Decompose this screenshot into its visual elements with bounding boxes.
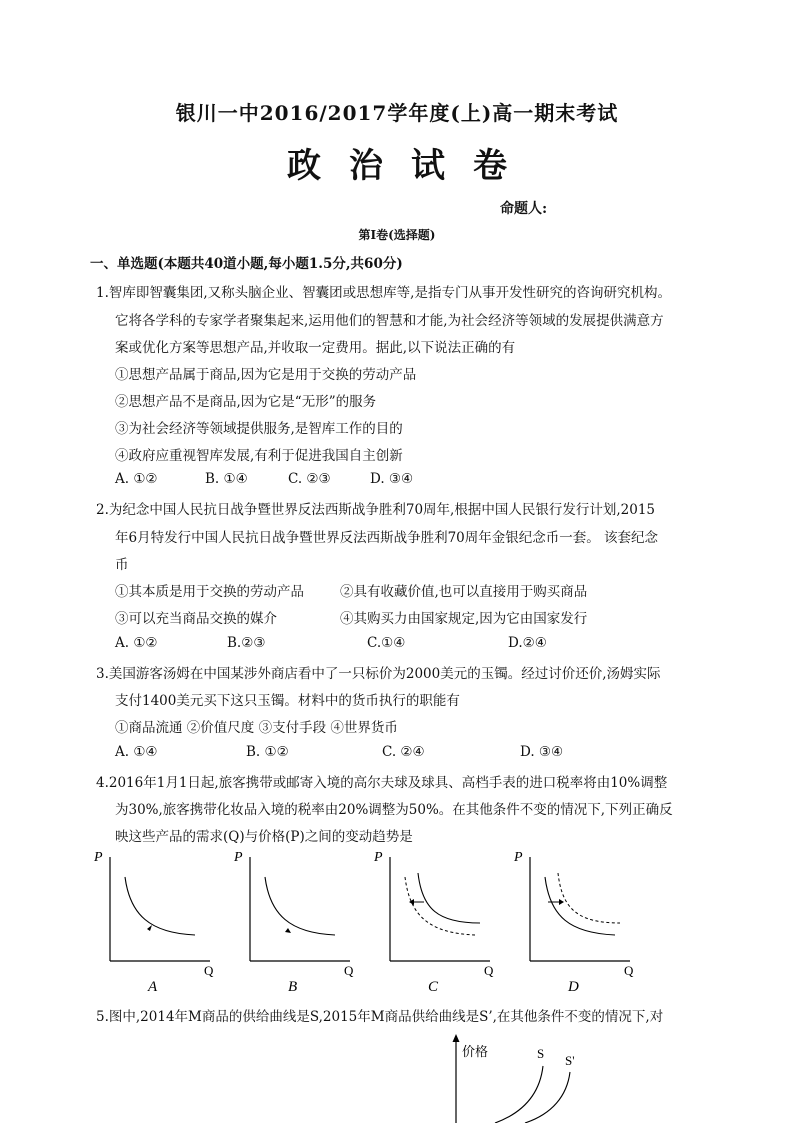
graph-a-arrow (147, 925, 152, 931)
q1-statement-1: ①思想产品属于商品,因为它是用于交换的劳动产品 (115, 367, 417, 383)
q5-s2-label: S' (565, 1053, 575, 1068)
graph-d-q-label: Q (624, 963, 634, 978)
q2-option-a: A. ①② (115, 635, 158, 651)
q3-statements: ①商品流通 ②价值尺度 ③支付手段 ④世界货币 (115, 720, 398, 736)
q2-option-b: B.②③ (227, 635, 266, 651)
graph-c-curve-dashed (405, 877, 475, 935)
q2-statement-4: ④其购买力由国家规定,因为它由国家发行 (340, 611, 588, 627)
graph-a (93, 850, 214, 995)
graph-a-letter: A (148, 979, 158, 995)
q3-option-c: C. ②④ (382, 744, 425, 760)
q3-line1: 3.美国游客汤姆在中国某涉外商店看中了一只标价为2000美元的玉镯。经过讨价还价,汤姆实际 (96, 666, 661, 682)
graph-d-curve-dashed (558, 873, 620, 923)
q1-line1: 1.智库即智囊集团,又称头脑企业、智囊团或思想库等,是指专门从事开发性研究的咨询研究机构。 (96, 285, 671, 301)
graph-c (373, 850, 494, 995)
q3-option-b: B. ①② (246, 744, 289, 760)
q2-statement-2: ②具有收藏价值,也可以直接用于购买商品 (340, 584, 588, 600)
graph-b-p-label: P (234, 850, 243, 865)
q1-line2: 它将各学科的专家学者聚集起来,运用他们的智慧和才能,为社会经济等领域的发展提供满意方 (115, 313, 664, 329)
graph-d (513, 850, 634, 995)
q4-line2: 为30%,旅客携带化妆品入境的税率由20%调整为50%。在其他条件不变的情况下,下列正确反 (115, 802, 673, 818)
q4-graphs (90, 845, 650, 995)
graph-a-p-label: P (94, 850, 103, 865)
q1-statement-2: ②思想产品不是商品,因为它是“无形”的服务 (115, 394, 377, 410)
graph-b (233, 850, 354, 995)
q2-option-c: C.①④ (367, 635, 406, 651)
graph-c-p-label: P (374, 850, 383, 865)
q5-price-label: 价格 (462, 1044, 489, 1059)
author-label: 命题人: (500, 201, 548, 217)
graph-a-curve (125, 877, 195, 935)
graph-b-letter: B (288, 979, 298, 995)
graph-c-curve-solid (418, 873, 480, 923)
graph-c-q-label: Q (484, 963, 494, 978)
q2-statement-3: ③可以充当商品交换的媒介 (115, 611, 277, 627)
q5-s-label: S (537, 1046, 545, 1061)
subject-title: 政治试卷 (287, 146, 535, 186)
q1-option-b: B. ①④ (205, 471, 248, 487)
q4-line3: 映这些产品的需求(Q)与价格(P)之间的变动趋势是 (115, 829, 413, 845)
q1-statement-4: ④政府应重视智库发展,有利于促进我国自主创新 (115, 448, 403, 464)
section-heading: 一、单选题(本题共40道小题,每小题1.5分,共60分) (90, 256, 403, 272)
q4-line1: 4.2016年1月1日起,旅客携带或邮寄入境的高尔夫球及球具、高档手表的进口税率将由10%调整 (96, 775, 668, 791)
graph-b-curve (265, 877, 335, 935)
q1-option-c: C. ②③ (288, 471, 331, 487)
graph-d-letter: D (568, 979, 579, 995)
q1-statement-3: ③为社会经济等领域提供服务,是智库工作的目的 (115, 421, 403, 437)
q5-axis-arrow (453, 1034, 460, 1042)
q3-option-a: A. ①④ (115, 744, 158, 760)
graph-d-curve-solid (545, 877, 615, 935)
q2-line3: 币 (115, 557, 129, 573)
graph-b-arrow (285, 928, 291, 933)
q2-line2: 年6月特发行中国人民抗日战争暨世界反法西斯战争胜利70周年金银纪念币一套。 该套纪念 (115, 530, 659, 546)
q5-line1: 5.图中,2014年M商品的供给曲线是S,2015年M商品供给曲线是S’,在其他条件不变的情况下,对 (96, 1009, 664, 1025)
q1-option-d: D. ③④ (370, 471, 414, 487)
q3-option-d: D. ③④ (520, 744, 564, 760)
q1-option-a: A. ①② (115, 471, 158, 487)
exam-title: 银川一中2016/2017学年度(上)高一期末考试 (175, 101, 619, 125)
graph-b-q-label: Q (344, 963, 354, 978)
q2-line1: 2.为纪念中国人民抗日战争暨世界反法西斯战争胜利70周年,根据中国人民银行发行计划,2015 (96, 502, 655, 518)
q5-curve-s (495, 1066, 543, 1123)
graph-d-p-label: P (514, 850, 523, 865)
graph-c-letter: C (428, 979, 439, 995)
graph-a-q-label: Q (204, 963, 214, 978)
part-label: 第Ⅰ卷(选择题) (358, 228, 436, 242)
q1-line3: 案或优化方案等思想产品,并收取一定费用。据此,以下说法正确的有 (115, 340, 516, 356)
q3-line2: 支付1400美元买下这只玉镯。材料中的货币执行的职能有 (115, 693, 460, 709)
q2-option-d: D.②④ (508, 635, 547, 651)
q2-statement-1: ①其本质是用于交换的劳动产品 (115, 584, 304, 600)
q5-supply-graph (440, 1030, 600, 1123)
